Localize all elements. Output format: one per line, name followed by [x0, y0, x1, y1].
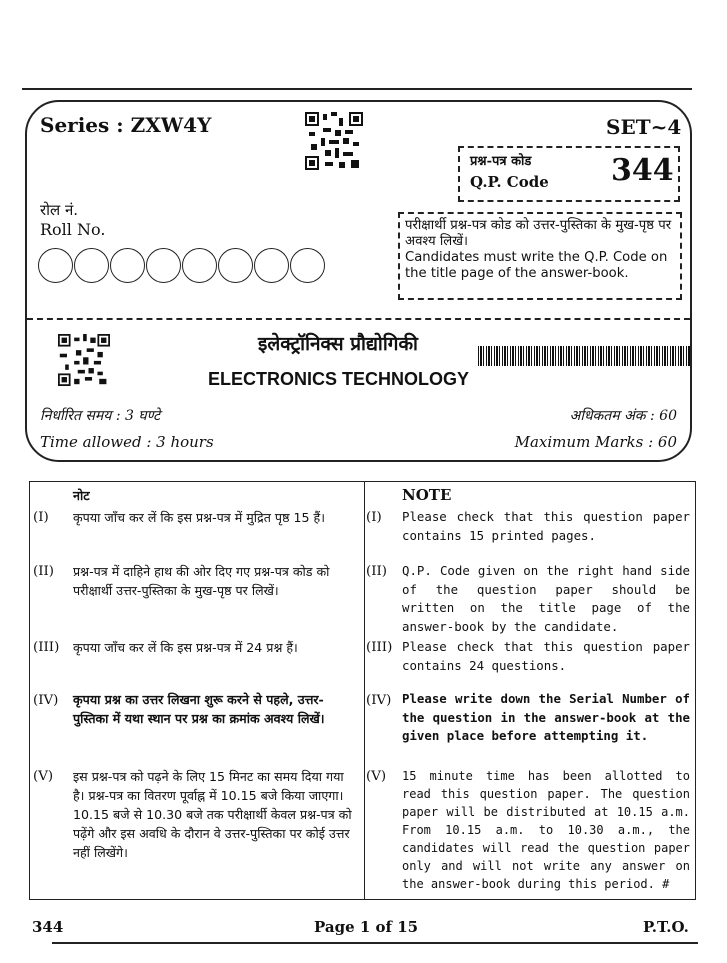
note-heading: NOTE — [402, 486, 452, 504]
footer-rule — [52, 942, 698, 944]
header-divider — [27, 318, 690, 320]
item-number: (II) — [366, 564, 388, 579]
roll-no-boxes[interactable] — [38, 248, 325, 283]
maximum-marks-hindi: अधिकतम अंक : 60 — [569, 408, 677, 424]
roll-digit-box[interactable] — [182, 248, 217, 283]
roll-digit-box[interactable] — [290, 248, 325, 283]
series-label: Series : ZXW4Y — [40, 113, 212, 137]
instruction-english: Please check that this question paper contains 24 questions. — [402, 639, 690, 673]
instruction-hindi: कृपया जाँच कर लें कि इस प्रश्न-पत्र में 24 प्रश्न हैं। — [73, 640, 298, 655]
item-number: (V) — [33, 769, 54, 784]
instructions-table — [29, 481, 696, 900]
instruction-hindi: कृपया जाँच कर लें कि इस प्रश्न-पत्र में मुद्रित पृष्ठ 15 हैं। — [73, 510, 325, 525]
maximum-marks: Maximum Marks : 60 — [514, 433, 677, 451]
instruction-english: Please write down the Serial Number of the question in the answer-book at the given place before attempting it. — [402, 691, 690, 743]
instruction-english: Q.P. Code given on the right hand side of the question paper should be written on the title page of the answer-book by the candidate. — [402, 563, 690, 634]
instruction-hindi: इस प्रश्न-पत्र को पढ़ने के लिए 15 मिनट का समय दिया गया है। प्रश्न-पत्र का वितरण पूर्वाह्न में 10.15 बजे किया जाएगा। 10.15 बजे से 10.30 बजे तक परीक्षार्थी केवल प्रश्न-पत्र को पढ़ेंगे और इस अवधि के दौरान वे उत्तर-पुस्तिका पर कोई उत्तर नहीं लिखेंगे। — [73, 769, 352, 860]
candidate-note-english: Candidates must write the Q.P. Code on the title page of the answer-book. — [405, 250, 668, 281]
candidate-note-box — [398, 212, 682, 300]
roll-digit-box[interactable] — [38, 248, 73, 283]
time-allowed: Time allowed : 3 hours — [40, 433, 214, 451]
roll-digit-box[interactable] — [146, 248, 181, 283]
roll-no-label: Roll No. — [40, 220, 106, 239]
item-number: (IV) — [366, 693, 392, 708]
roll-no-label-hindi: रोल नं. — [40, 201, 79, 219]
roll-digit-box[interactable] — [110, 248, 145, 283]
item-number: (II) — [33, 564, 55, 579]
candidate-note-hindi: परीक्षार्थी प्रश्न-पत्र कोड को उत्तर-पुस्तिका के मुख-पृष्ठ पर अवश्य लिखें। — [405, 218, 672, 249]
qp-code-value: 344 — [611, 153, 674, 188]
item-number: (I) — [33, 510, 49, 525]
roll-digit-box[interactable] — [254, 248, 289, 283]
qp-code-label: Q.P. Code — [470, 173, 549, 191]
item-number: (V) — [366, 769, 387, 784]
top-rule — [22, 88, 692, 90]
instruction-english: 15 minute time has been allotted to read this question paper. The question paper will be distributed at 10.15 a.m. From 10.15 a.m. to 10.30 a.m., the candidates will read the question paper only and will not write any answer on the answer-book during this period. # — [402, 769, 690, 891]
item-number: (IV) — [33, 693, 59, 708]
note-heading-hindi: नोट — [73, 488, 90, 503]
roll-digit-box[interactable] — [74, 248, 109, 283]
instruction-english: Please check that this question paper contains 15 printed pages. — [402, 509, 690, 543]
roll-digit-box[interactable] — [218, 248, 253, 283]
footer-qp-code: 344 — [32, 918, 64, 936]
item-number: (III) — [366, 640, 393, 655]
item-number: (I) — [366, 510, 382, 525]
instruction-hindi: प्रश्न-पत्र में दाहिने हाथ की ओर दिए गए प्रश्न-पत्र कोड को परीक्षार्थी उत्तर-पुस्तिका के मुख-पृष्ठ पर लिखें। — [73, 564, 330, 598]
time-allowed-hindi: निर्धारित समय : 3 घण्टे — [40, 408, 161, 424]
qp-code-label-hindi: प्रश्न-पत्र कोड — [470, 154, 532, 169]
page-number: Page 1 of 15 — [314, 918, 419, 936]
pto-label: P.T.O. — [643, 918, 689, 936]
subject-title: ELECTRONICS TECHNOLOGY — [208, 369, 470, 389]
barcode-icon — [478, 346, 690, 366]
qr-code-bottom-icon — [58, 334, 110, 386]
qr-code-top-icon — [305, 112, 363, 170]
subject-title-hindi: इलेक्ट्रॉनिक्स प्रौद्योगिकी — [258, 333, 418, 355]
set-label: SET~4 — [606, 115, 682, 139]
instruction-hindi: कृपया प्रश्न का उत्तर लिखना शुरू करने से पहले, उत्तर-पुस्तिका में यथा स्थान पर प्रश्न का क्रमांक अवश्य लिखें। — [73, 692, 325, 726]
column-divider — [364, 482, 365, 899]
item-number: (III) — [33, 640, 60, 655]
